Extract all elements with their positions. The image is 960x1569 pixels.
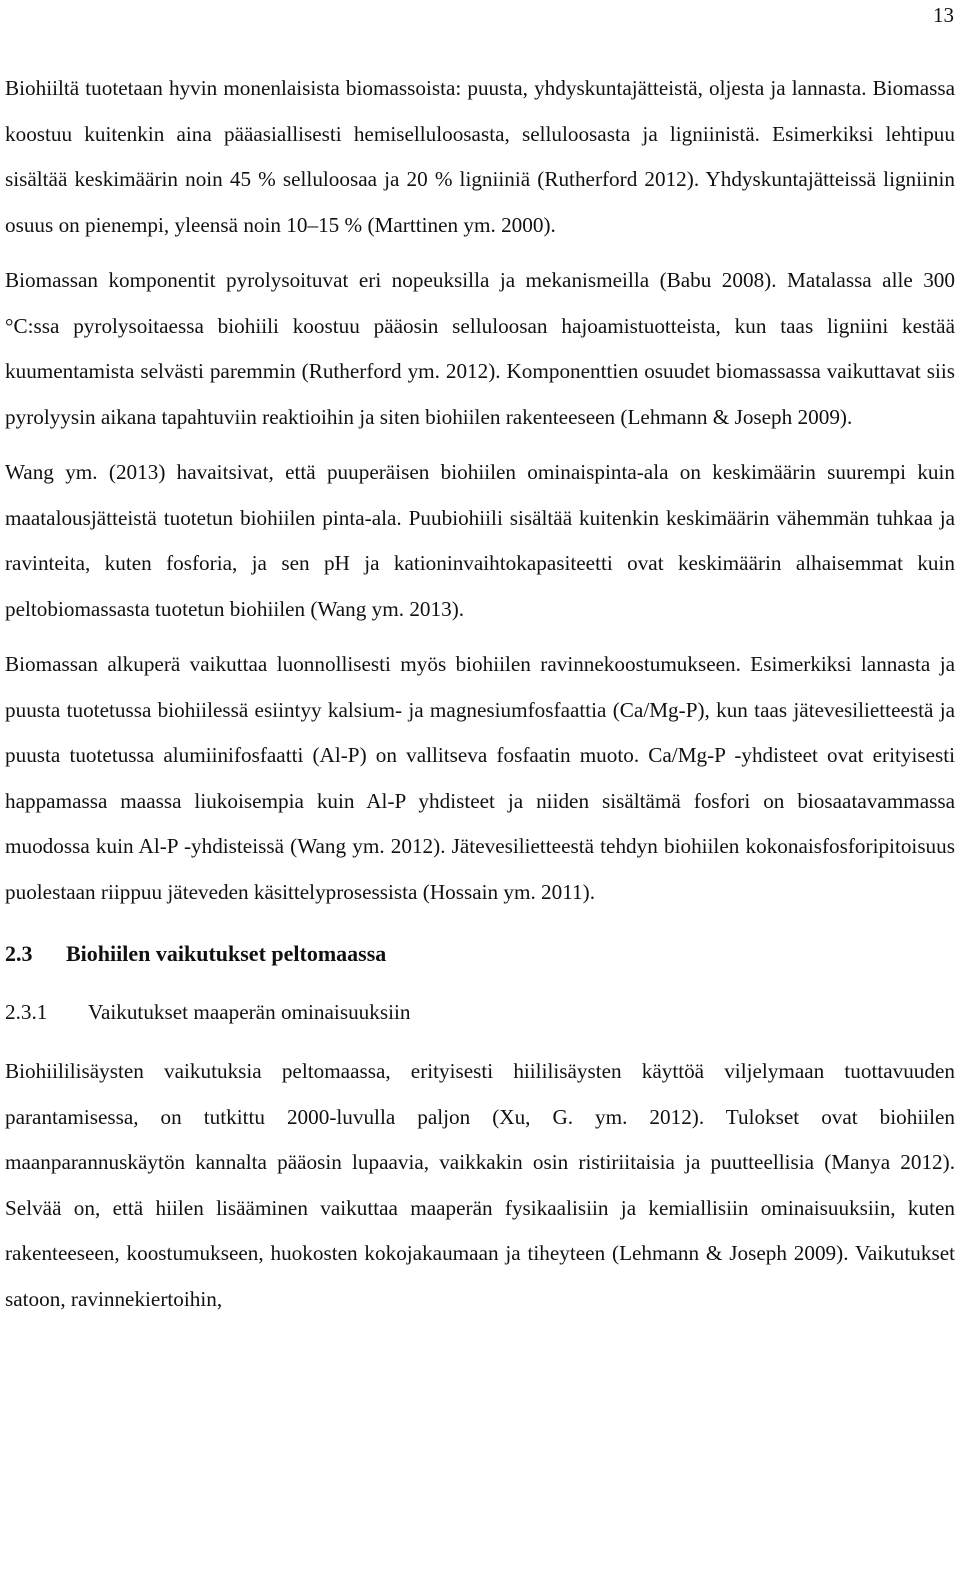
paragraph-pyrolysis-components: Biomassan komponentit pyrolysoituvat eri nopeuksilla ja mekanismeilla (Babu 2008). Matalassa alle 300 °C:ssa pyrolysoitaessa biohiili koostuu pääosin selluloosan hajoamistuotteista, kun taas ligniini kestää kuumentamista selvästi paremmin (Rutherford ym. 2012). Komponenttien osuudet biomassassa vaikuttavat siis pyrolyysin aikana tapahtuviin reaktioihin ja siten biohiilen rakenteeseen (Lehmann & Joseph 2009). [5,268,955,429]
page-number: 13 [933,3,954,27]
section-heading [5,931,955,976]
document-body [5,66,955,1322]
paragraph-biomass-sources: Biohiiltä tuotetaan hyvin monenlaisista biomassoista: puusta, yhdyskuntajätteistä, oljesta ja lannasta. Biomassa koostuu kuitenkin aina pääasiallisesti hemiselluloosasta, selluloosasta ja ligniinistä. Esimerkiksi lehtipuu sisältää keskimäärin noin 45 % selluloosaa ja 20 % ligniiniä (Rutherford 2012). Yhdyskuntajätteissä ligniinin osuus on pienempi, yleensä noin 10–15 % (Marttinen ym. 2000). [5,76,955,237]
paragraph-nutrient-composition: Biomassan alkuperä vaikuttaa luonnollisesti myös biohiilen ravinnekoostumukseen. Esimerkiksi lannasta ja puusta tuotetussa biohiilessä esiintyy kalsium- ja magnesiumfosfaattia (Ca/Mg-P), kun taas jätevesilietteestä ja puusta tuotetussa alumiinifosfaatti (Al-P) on vallitseva fosfaatin muoto. Ca/Mg-P -yhdisteet ovat erityisesti happamassa maassa liukoisempia kuin Al-P yhdisteet ja niiden sisältämä fosfori on biosaatavammassa muodossa kuin Al-P -yhdisteissä (Wang ym. 2012). Jätevesilietteestä tehdyn biohiilen kokonaisfosforipitoisuus puolestaan riippuu jäteveden käsittelyprosessista (Hossain ym. 2011). [5,652,955,904]
paragraph-wang-surface-area: Wang ym. (2013) havaitsivat, että puuperäisen biohiilen ominaispinta-ala on keskimäärin suurempi kuin maatalousjätteistä tuotetun biohiilen pinta-ala. Puubiohiili sisältää kuitenkin keskimäärin vähemmän tuhkaa ja ravinteita, kuten fosforia, ja sen pH ja kationinvaihtokapasiteetti ovat keskimäärin alhaisemmat kuin peltobiomassasta tuotetun biohiilen (Wang ym. 2013). [5,460,955,621]
section-title: Biohiilen vaikutukset peltomaassa [66,941,387,966]
paragraph-soil-effects: Biohiililisäysten vaikutuksia peltomaassa, erityisesti hiililisäysten käyttöä viljelymaan tuottavuuden parantamisessa, on tutkittu 2000-luvulla paljon (Xu, G. ym. 2012). Tulokset ovat biohiilen maanparannuskäytön kannalta pääosin lupaavia, vaikkakin osin ristiriitaisia ja puutteellisia (Manya 2012). Selvää on, että hiilen lisääminen vaikuttaa maaperän fysikaalisiin ja kemiallisiin ominaisuuksiin, kuten rakenteeseen, koostumukseen, huokosten kokojakaumaan ja tiheyteen (Lehmann & Joseph 2009). Vaikutukset satoon, ravinnekiertoihin, [5,1059,955,1311]
subsection-heading [5,990,955,1035]
subsection-number: 2.3.1 [5,1000,48,1024]
subsection-title: Vaikutukset maaperän ominaisuuksiin [88,1000,411,1024]
section-number: 2.3 [5,941,33,966]
